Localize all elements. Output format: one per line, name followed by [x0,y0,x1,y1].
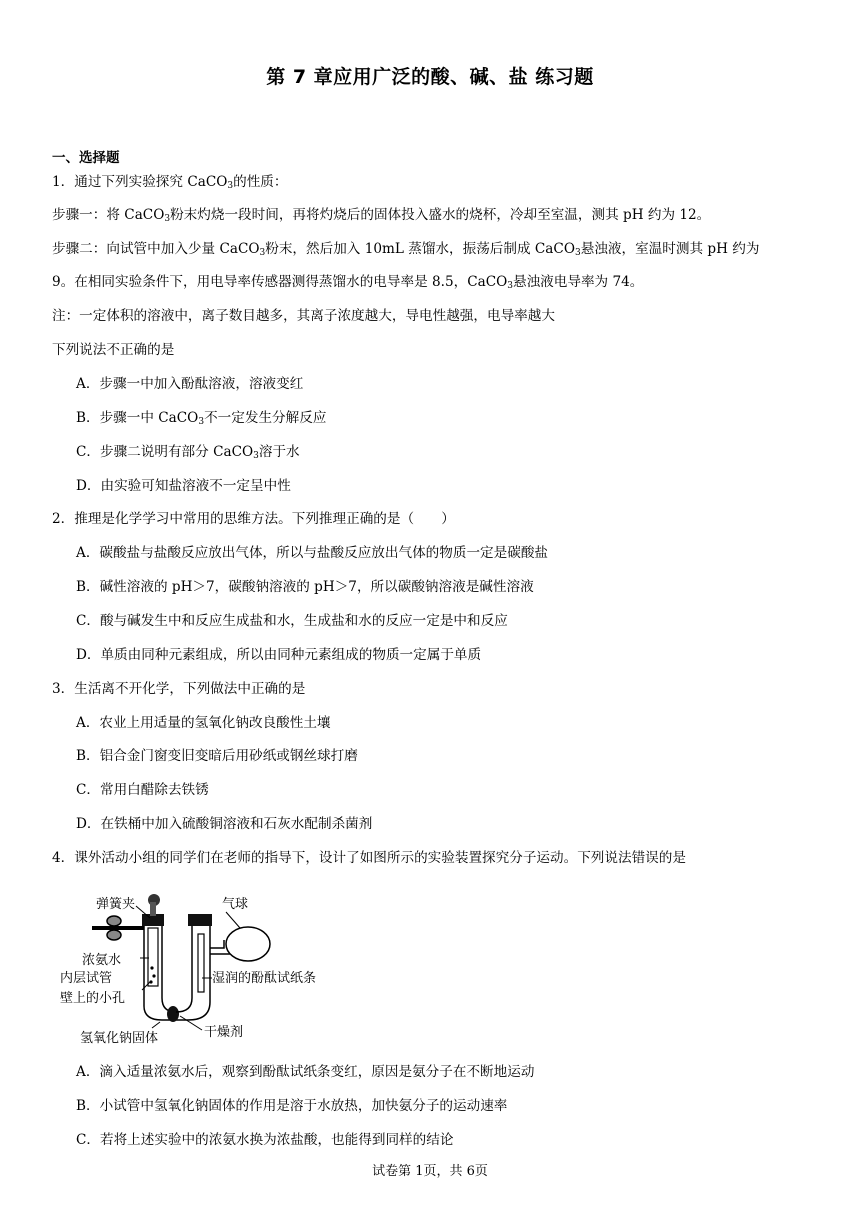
section-heading: 一、选择题 [52,150,120,166]
label-balloon: 气球 [222,897,249,912]
page-title: 第 7 章应用广泛的酸、碱、盐 练习题 [266,66,594,88]
q4-option-b: B．小试管中氢氧化钠固体的作用是溶于水放热，加快氨分子的运动速率 [76,1098,508,1114]
q1-option-c: C．步骤二说明有部分 CaCO$_3$溶于水 [76,444,300,461]
q1-option-a: A．步骤一中加入酚酞溶液，溶液变红 [76,376,304,392]
q3-option-c: C．常用白醋除去铁锈 [76,782,209,798]
q1-note: 注：一定体积的溶液中，离子数目越多，其离子浓度越大，导电性越强，电导率越大 [52,308,555,324]
q2-option-d: D．单质由同种元素组成，所以由同种元素组成的物质一定属于单质 [76,647,482,663]
label-naoh: 氢氧化钠固体 [80,1031,159,1046]
q1-option-d: D．由实验可知盐溶液不一定呈中性 [76,478,291,494]
q1-stem: 1．通过下列实验探究 CaCO$_3$的性质： [52,174,288,191]
label-inner-tube: 内层试管 [60,971,113,986]
q1-option-b: B．步骤一中 CaCO$_3$不一定发生分解反应 [76,410,327,427]
q3-option-d: D．在铁桶中加入硫酸铜溶液和石灰水配制杀菌剂 [76,816,373,832]
balloon [226,927,270,961]
q2-option-c: C．酸与碱发生中和反应生成盐和水，生成盐和水的反应一定是中和反应 [76,613,508,629]
q2-option-a: A．碳酸盐与盐酸反应放出气体，所以与盐酸反应放出气体的物质一定是碳酸盐 [76,545,549,561]
q1-step2-cont: 9。在相同实验条件下，用电导率传感器测得蒸馏水的电导率是 8.5，CaCO$_3$悬浊液电导率为 74。 [52,274,644,291]
page-footer: 试卷第 1页，共 6页 [372,1164,488,1179]
inner-tube [148,928,158,986]
q3-option-a: A．农业上用适量的氢氧化钠改良酸性土壤 [76,715,331,731]
apparatus-diagram [52,888,352,1048]
q3-option-b: B．铝合金门窗变旧变暗后用砂纸或钢丝球打磨 [76,748,358,764]
q4-option-a: A．滴入适量浓氨水后，观察到酚酞试纸条变红，原因是氨分子在不断地运动 [76,1064,535,1080]
label-paper: 湿润的酚酞试纸条 [212,971,317,986]
desiccant-plug [167,1006,179,1022]
q2-stem: 2．推理是化学学习中常用的思维方法。下列推理正确的是（ ） [52,511,455,527]
q2-option-b: B．碱性溶液的 pH＞7，碳酸钠溶液的 pH＞7，所以碳酸钠溶液是碱性溶液 [76,579,534,595]
phenolphthalein-strip [198,934,204,992]
q1-ask: 下列说法不正确的是 [52,342,175,358]
right-stopper [188,914,212,926]
label-hole: 壁上的小孔 [60,991,126,1006]
spring-clip [92,916,144,940]
label-desiccant: 干燥剂 [204,1025,244,1040]
q1-step2: 步骤二：向试管中加入少量 CaCO$_3$粉末，然后加入 10mL 蒸馏水，振荡后制成 CaCO$_3$悬浊液，室温时测其 pH 约为 [52,241,760,258]
q3-stem: 3．生活离不开化学，下列做法中正确的是 [52,681,306,697]
q4-stem: 4．课外活动小组的同学们在老师的指导下，设计了如图所示的实验装置探究分子运动。下列说法错误的是 [52,850,686,866]
apparatus-figure [52,888,352,1048]
q4-option-c: C．若将上述实验中的浓氨水换为浓盐酸，也能得到同样的结论 [76,1132,454,1148]
label-clip: 弹簧夹 [96,897,136,912]
q1-step1: 步骤一：将 CaCO$_3$粉末灼烧一段时间，再将灼烧后的固体投入盛水的烧杯，冷却至室温，测其 pH 约为 12。 [52,207,711,224]
label-ammonia: 浓氨水 [82,953,122,968]
